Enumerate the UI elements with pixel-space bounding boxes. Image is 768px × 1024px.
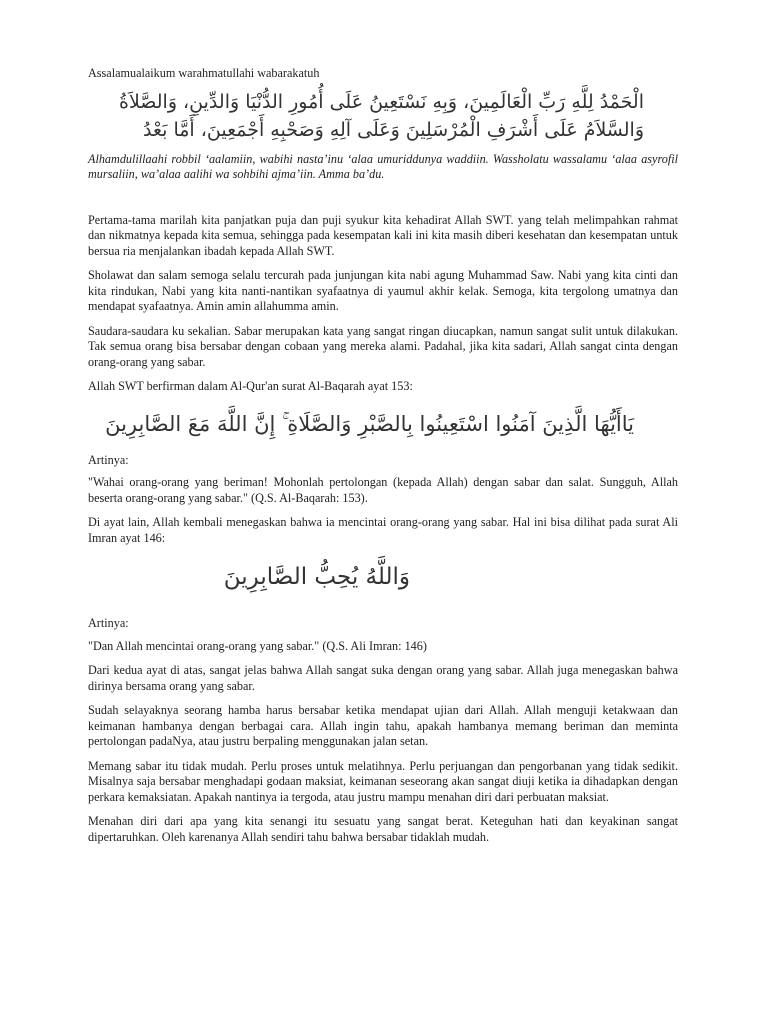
document-page (88, 66, 678, 854)
verse-translation-al-baqarah: "Wahai orang-orang yang beriman! Mohonlah pertolongan (kepada Allah) dengan sabar dan salat. Sungguh, Allah beserta orang-orang yang sabar." (Q.S. Al-Baqarah: 153). (88, 475, 678, 505)
opening-transliteration: Alhamdulillaahi robbil ‘aalamiin, wabihi nasta’inu ‘alaa umuriddunya waddiin. Wassholatu wassalamu ‘alaa asyrofil mursaliin, wa’alaa aalihi wa sohbihi ajma’iin. Amma ba’du. (88, 151, 678, 181)
paragraph: Sholawat dan salam semoga selalu tercurah pada junjungan kita nabi agung Muhammad Saw. Nabi yang kita cinti dan kita rindukan, Nabi yang kita nanti-nantikan syafaatnya di yaumul akhir kelak. Semoga, kita tergolong umatnya dan mendapat syafaatnya. Amin amin allahumma amin. (88, 268, 678, 313)
artinya-label: Artinya: (88, 452, 129, 467)
paragraph: Memang sabar itu tidak mudah. Perlu proses untuk melatihnya. Perlu perjuangan dan pengorbanan yang tidak sedikit. Misalnya saja bersabar menghadapi godaan maksiat, keimanan seseorang akan sangat diuji ketika ia dihadapkan dengan perkara kemaksiatan. Apakah nantinya ia tergoda, atau justru mampu menahan diri dari perbuatan maksiat. (88, 758, 678, 804)
verse-arabic-al-baqarah: يَاأَيُّهَا الَّذِينَ آمَنُوا اسْتَعِينُوا بِالصَّبْرِ وَالصَّلَاةِ ۚ إِنَّ اللَّهَ مَعَ الصَّابِرِينَ (105, 411, 634, 436)
paragraph: Dari kedua ayat di atas, sangat jelas bahwa Allah sangat suka dengan orang yang sabar. Allah juga menegaskan bahwa dirinya bersama orang yang sabar. (88, 663, 678, 693)
paragraph: Allah SWT berfirman dalam Al-Qur'an surat Al-Baqarah ayat 153: (88, 379, 413, 393)
verse-arabic-ali-imran: وَاللَّهُ يُحِبُّ الصَّابِرِينَ (223, 564, 410, 590)
verse-translation-ali-imran: "Dan Allah mencintai orang-orang yang sabar." (Q.S. Ali Imran: 146) (88, 638, 427, 653)
paragraph: Saudara-saudara ku sekalian. Sabar merupakan kata yang sangat ringan diucapkan, namun sangat sulit untuk dilakukan. Tak semua orang bisa bersabar dengan cobaan yang mereka alami. Padahal, jika kita sadari, Allah sangat cinta dengan orang-orang yang sabar. (88, 323, 678, 369)
opening-arabic: الْحَمْدُ لِلَّهِ رَبِّ الْعَالَمِينَ، وَبِهِ نَسْتَعِينُ عَلَى أُمُورِ الدُّنْيَا وَالدِّينِ، وَالصَّلاَةُ وَالسَّلاَمُ عَلَى أَشْرَفِ الْمُرْسَلِينَ وَعَلَى آلِهِ وَصَحْبِهِ أَجْمَعِينَ، أَمَّا بَعْدُ (119, 90, 644, 141)
greeting: Assalamualaikum warahmatullahi wabarakatuh (88, 66, 320, 80)
paragraph: Pertama-tama marilah kita panjatkan puja dan puji syukur kita kehadirat Allah SWT. yang telah melimpahkan rahmat dan nikmatnya kepada kita semua, sehingga pada kesempatan kali ini kita masih diberi kesehatan dan kesempatan untuk bersua ria menjalankan ibadah kepada Allah SWT. (88, 212, 678, 258)
verse-intro-ali-imran: Di ayat lain, Allah kembali menegaskan bahwa ia mencintai orang-orang yang sabar. Hal ini bisa dilihat pada surat Ali Imran ayat 146: (88, 515, 678, 545)
paragraph: Menahan diri dari apa yang kita senangi itu sesuatu yang sangat berat. Keteguhan hati dan keyakinan sangat dipertaruhkan. Oleh karenanya Allah sendiri tahu bahwa bersabar tidaklah mudah. (88, 814, 678, 844)
paragraph: Sudah selayaknya seorang hamba harus bersabar ketika mendapat ujian dari Allah. Allah menguji ketakwaan dan keimanan hambanya dengan berbagai cara. Allah ingin tahu, apakah hambanya memang beriman dan meminta pertolongan padaNya, atau justru berpaling menggunakan jalan setan. (88, 703, 678, 748)
artinya-label: Artinya: (88, 616, 129, 630)
